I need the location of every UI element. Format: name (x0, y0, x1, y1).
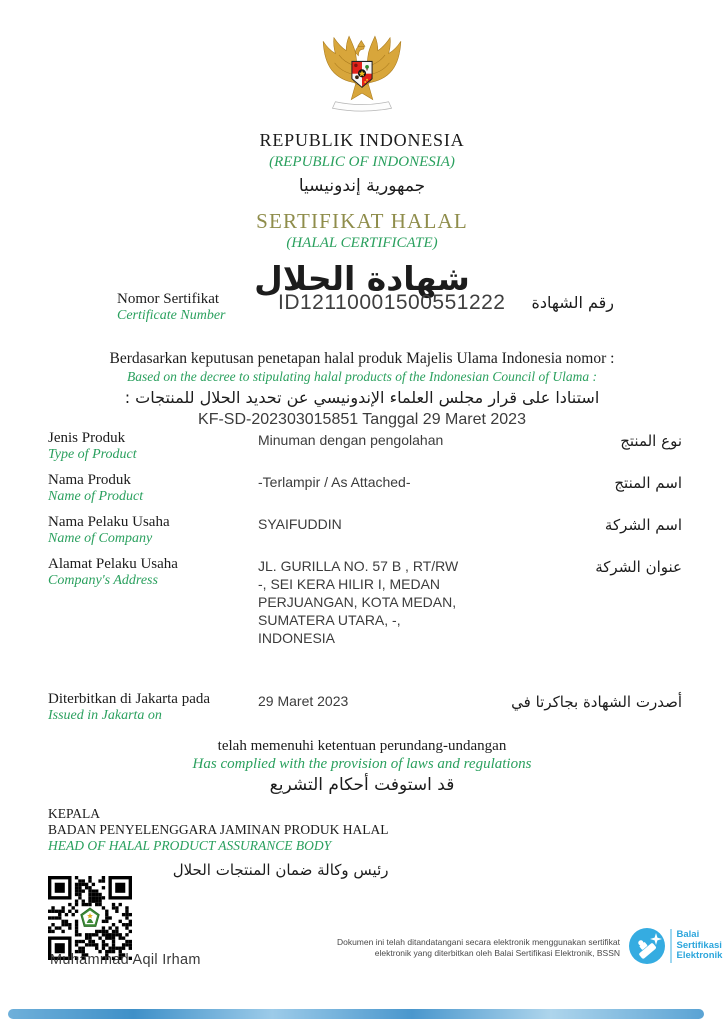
disclaimer-line1: Dokumen ini telah ditandatangani secara elektronik menggunakan sertifikat (336, 937, 620, 947)
certificate-number-label-en: Certificate Number (117, 308, 226, 323)
field-row-company-address (48, 556, 682, 647)
compliance-text-arabic: قد استوفت أحكام التشريع (269, 775, 455, 795)
field-value: Minuman dengan pengolahan (258, 432, 444, 448)
signatory-role-line2: BADAN PENYELENGGARA JAMINAN PRODUK HALAL (48, 822, 389, 837)
field-label-id: Diterbitkan di Jakarta pada (48, 691, 211, 707)
document-title-id: SERTIFIKAT HALAL (256, 209, 468, 233)
field-label-en: Type of Product (48, 447, 137, 462)
document-title-en: (HALAL CERTIFICATE) (286, 235, 438, 251)
field-label-en: Name of Company (48, 531, 153, 546)
field-label-en: Issued in Jakarta on (48, 708, 162, 723)
header-block (0, 130, 724, 298)
certificate-number-label-id: Nomor Sertifikat (117, 291, 220, 307)
field-value: 29 Maret 2023 (258, 693, 349, 709)
field-label-arabic: نوع المنتج (620, 432, 682, 450)
field-label-arabic: أصدرت الشهادة بجاكرتا في (511, 693, 682, 711)
signatory-role-arabic: رئيس وكالة ضمان المنتجات الحلال (172, 861, 389, 879)
decree-block (0, 350, 724, 429)
electronic-signature-disclaimer (330, 937, 620, 959)
disclaimer-line2: elektronik yang diterbitkan oleh Balai Sertifikasi Elektronik, BSSN (374, 948, 620, 958)
document-title-arabic: شهادة الحلال (254, 259, 470, 298)
compliance-statement (0, 738, 724, 795)
country-name-id: REPUBLIK INDONESIA (259, 130, 465, 150)
field-value: -Terlampir / As Attached- (258, 474, 411, 490)
bsre-stamp-icon (628, 927, 666, 965)
field-label-arabic: عنوان الشركة (595, 558, 682, 576)
compliance-text-en: Has complied with the provision of laws and regulations (192, 756, 532, 772)
signatory-role-block (48, 806, 389, 879)
field-label-id: Alamat Pelaku Usaha (48, 556, 178, 572)
field-row-issued-date (48, 691, 682, 724)
certificate-number-row (0, 291, 724, 331)
country-name-arabic: جمهورية إندونيسيا (298, 176, 426, 196)
bsre-logo (628, 927, 722, 965)
field-row-type-of-product (48, 430, 682, 463)
garuda-pancasila-emblem-icon (308, 28, 416, 128)
field-value: JL. GURILLA NO. 57 B , RT/RW -, SEI KERA HILIR I, MEDAN PERJUANGAN, KOTA MEDAN, SUMATERA UTARA, -, INDONESIA (258, 558, 459, 646)
field-label-id: Nama Produk (48, 472, 131, 488)
compliance-text-id: telah memenuhi ketentuan perundang-undangan (217, 738, 507, 754)
decree-text-arabic: استنادا على قرار مجلس العلماء الإندونيسي عن تحديد الحلال للمنتجات : (124, 388, 600, 407)
bsre-logo-divider (670, 929, 672, 963)
certificate-number-value: ID12110001500551222 (278, 291, 506, 314)
certificate-number-labels (117, 291, 226, 324)
decree-text-id: Berdasarkan keputusan penetapan halal produk Majelis Ulama Indonesia nomor : (109, 350, 615, 367)
bsre-logo-text: Balai Sertifikasi Elektronik (676, 929, 723, 962)
field-label-arabic: اسم المنتج (614, 474, 682, 492)
field-row-name-of-company (48, 514, 682, 547)
certificate-fields (48, 430, 682, 733)
field-row-name-of-product (48, 472, 682, 505)
field-label-arabic: اسم الشركة (604, 516, 682, 534)
decree-number: KF-SD-202303015851 Tanggal 29 Maret 2023 (198, 411, 526, 428)
signatory-role-en: HEAD OF HALAL PRODUCT ASSURANCE BODY (48, 838, 332, 853)
footer-accent-bar (8, 1009, 704, 1019)
field-value: SYAIFUDDIN (258, 516, 342, 532)
signature-qr-code (48, 876, 132, 960)
country-name-en: (REPUBLIC OF INDONESIA) (269, 154, 455, 170)
signatory-role-line1: KEPALA (48, 806, 101, 821)
field-label-id: Jenis Produk (48, 430, 126, 446)
field-label-en: Name of Product (48, 489, 144, 504)
field-label-en: Company's Address (48, 573, 158, 588)
signer-name: Muhammad Aqil Irham (50, 952, 201, 968)
field-label-id: Nama Pelaku Usaha (48, 514, 170, 530)
certificate-number-label-arabic: رقم الشهادة (531, 293, 614, 312)
decree-text-en: Based on the decree to stipulating halal products of the Indonesian Council of Ulama : (127, 369, 597, 384)
